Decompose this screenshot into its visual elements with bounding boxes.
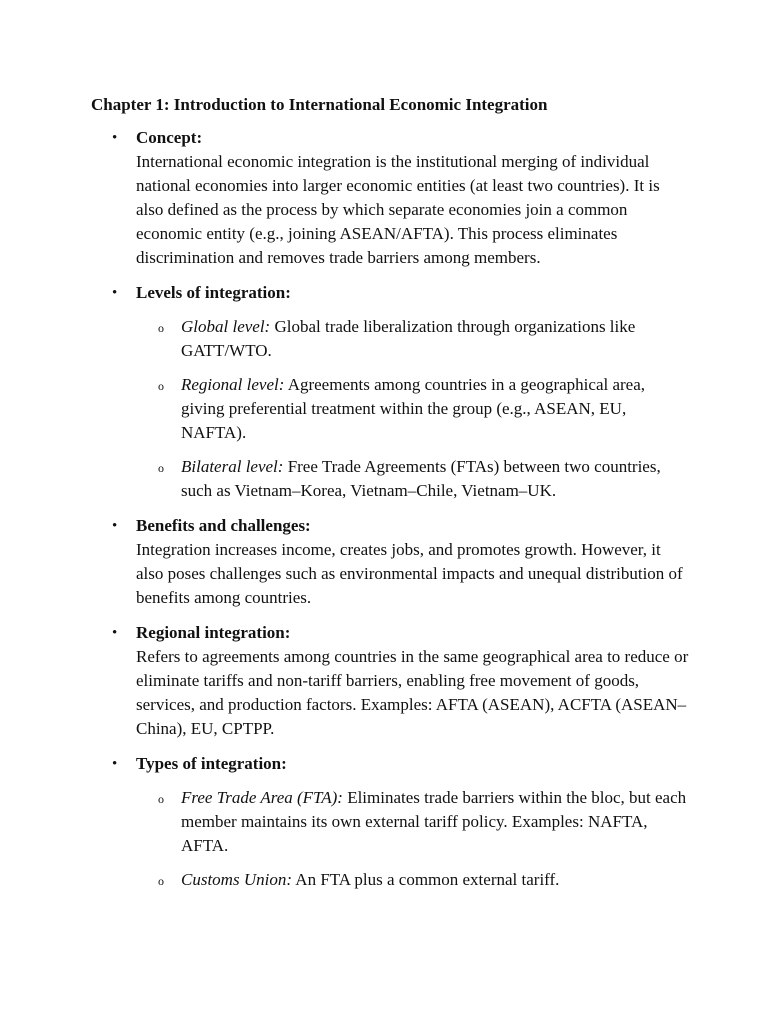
sub-item-term: Customs Union: xyxy=(181,870,292,889)
sub-item-regional xyxy=(136,373,691,445)
bullet-icon: • xyxy=(112,518,118,534)
section-heading: Concept: xyxy=(136,128,203,147)
bullet-icon: • xyxy=(112,756,118,772)
section-regional xyxy=(91,621,691,741)
sub-item-term: Global level: xyxy=(181,317,271,336)
chapter-title: Chapter 1: Introduction to International Economic Integration xyxy=(91,95,548,114)
section-levels xyxy=(91,281,691,503)
sub-item-text: An FTA plus a common external tariff. xyxy=(295,870,560,889)
section-heading: Benefits and challenges: xyxy=(136,516,311,535)
circle-bullet-icon: o xyxy=(158,874,164,888)
sub-item-text: Agreements among countries in a geographical area, giving preferential treatment within the group (e.g., ASEAN, EU, NAFTA). xyxy=(181,375,646,442)
bullet-icon: • xyxy=(112,285,118,301)
section-text: Refers to agreements among countries in the same geographical area to reduce or eliminate tariffs and non-tariff barriers, enabling free movement of goods, services, and production factors. Examples: AFTA (ASEAN), ACFTA (ASEAN–China), EU, CPTPP. xyxy=(136,647,689,738)
circle-bullet-icon: o xyxy=(158,321,164,335)
sub-item-fta xyxy=(136,786,691,858)
circle-bullet-icon: o xyxy=(158,379,164,393)
circle-bullet-icon: o xyxy=(158,792,164,806)
section-list xyxy=(91,126,691,892)
sub-item-text: Global trade liberalization through organizations like GATT/WTO. xyxy=(181,317,636,360)
section-heading: Regional integration: xyxy=(136,623,291,642)
sub-item-term: Free Trade Area (FTA): xyxy=(181,788,343,807)
bullet-icon: • xyxy=(112,130,118,146)
sub-list xyxy=(136,315,691,503)
section-heading: Levels of integration: xyxy=(136,283,291,302)
section-heading: Types of integration: xyxy=(136,754,287,773)
sub-item-text: Eliminates trade barriers within the bloc, but each member maintains its own external tariff policy. Examples: NAFTA, AFTA. xyxy=(181,788,687,855)
document-page xyxy=(91,93,691,903)
section-text: Integration increases income, creates jobs, and promotes growth. However, it also poses challenges such as environmental impacts and unequal distribution of benefits among countries. xyxy=(136,540,683,607)
section-benefits xyxy=(91,514,691,610)
section-types xyxy=(91,752,691,892)
sub-item-term: Regional level: xyxy=(181,375,285,394)
section-text: International economic integration is the institutional merging of individual national economies into larger economic entities (at least two countries). It is also defined as the process by which separate economies join a common economic entity (e.g., joining ASEAN/AFTA). This process eliminates discrimination and removes trade barriers among members. xyxy=(136,152,660,267)
sub-item-global xyxy=(136,315,691,363)
sub-item-text: Free Trade Agreements (FTAs) between two countries, such as Vietnam–Korea, Vietnam–Chile, Vietnam–UK. xyxy=(181,457,661,500)
circle-bullet-icon: o xyxy=(158,461,164,475)
sub-item-term: Bilateral level: xyxy=(181,457,284,476)
sub-list xyxy=(136,786,691,892)
bullet-icon: • xyxy=(112,625,118,641)
sub-item-customs-union xyxy=(136,868,691,892)
section-concept xyxy=(91,126,691,270)
sub-item-bilateral xyxy=(136,455,691,503)
